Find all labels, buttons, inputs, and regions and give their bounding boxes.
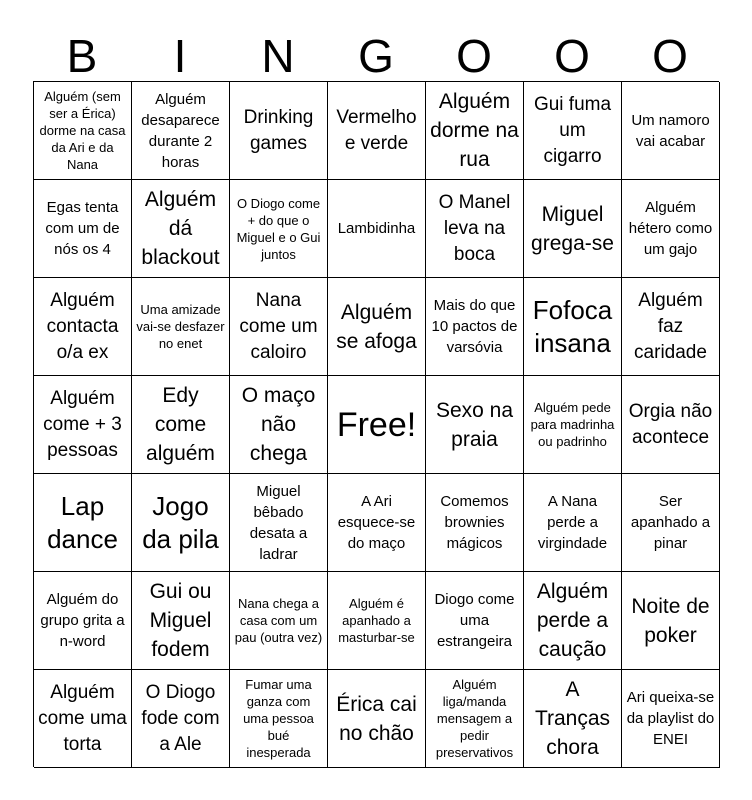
bingo-cell[interactable]: [34, 180, 132, 278]
cell-text: Lambidinha: [337, 220, 416, 237]
bingo-cell[interactable]: [622, 572, 720, 670]
cell-text: Lap dance: [47, 490, 118, 554]
cell-text: Sexo na praia: [435, 398, 514, 451]
cell-text: A Tranças chora: [534, 678, 611, 759]
bingo-cell[interactable]: [34, 376, 132, 474]
cell-text: Alguém come uma torta: [38, 681, 127, 755]
bingo-cell[interactable]: [328, 82, 426, 180]
title-letter: G: [358, 30, 394, 82]
cell-text: Orgia não acontece: [628, 400, 713, 448]
cell-text: Alguém (sem ser a Érica) dorme na casa da Ari e da Nana: [39, 89, 126, 172]
bingo-cell[interactable]: [524, 474, 622, 572]
cell-text: Ser apanhado a pinar: [630, 493, 711, 552]
cell-text: A Ari esquece-se do maço: [337, 493, 416, 552]
bingo-cell[interactable]: [230, 474, 328, 572]
bingo-cell[interactable]: [230, 670, 328, 768]
bingo-cell[interactable]: [230, 278, 328, 376]
cell-text: Egas tenta com um de nós os 4: [45, 199, 120, 258]
cell-text: Alguém faz caridade: [634, 289, 707, 363]
cell-text: Noite de poker: [631, 594, 710, 647]
cell-text: Nana come um caloiro: [239, 289, 318, 363]
bingo-cell[interactable]: [622, 180, 720, 278]
bingo-cell[interactable]: [328, 572, 426, 670]
bingo-cell[interactable]: [622, 82, 720, 180]
cell-text: Ari queixa-se da playlist do ENEI: [626, 689, 715, 748]
cell-text: Alguém se afoga: [336, 300, 417, 353]
title-letter: B: [66, 30, 98, 82]
bingo-cell[interactable]: [132, 180, 230, 278]
bingo-cell[interactable]: [524, 572, 622, 670]
cell-text: Alguém hétero como um gajo: [628, 199, 713, 258]
bingo-cell[interactable]: [426, 376, 524, 474]
bingo-cell[interactable]: [230, 180, 328, 278]
cell-text: Alguém dorme na rua: [430, 90, 519, 171]
cell-text: O Diogo come + do que o Miguel e o Gui juntos: [236, 195, 321, 262]
bingo-cell[interactable]: [34, 474, 132, 572]
cell-text: Miguel bêbado desata a ladrar: [249, 482, 308, 563]
cell-text: Edy come alguém: [146, 384, 215, 465]
bingo-cell[interactable]: [426, 82, 524, 180]
bingo-cell[interactable]: [328, 180, 426, 278]
cell-text: Vermelho e verde: [336, 106, 417, 154]
cell-text: Gui fuma um cigarro: [533, 93, 612, 167]
bingo-cell[interactable]: [524, 376, 622, 474]
bingo-cell[interactable]: [328, 670, 426, 768]
bingo-cell[interactable]: [426, 278, 524, 376]
cell-text: A Nana perde a virgindade: [537, 493, 608, 552]
bingo-cell[interactable]: [524, 180, 622, 278]
bingo-cell[interactable]: [34, 82, 132, 180]
title-letter: O: [456, 30, 492, 82]
cell-text: O maço não chega: [241, 384, 316, 465]
cell-text: Alguém dá blackout: [141, 188, 220, 269]
title-letter: N: [261, 30, 295, 82]
cell-text: Miguel grega-se: [531, 202, 614, 255]
cell-text: Comemos brownies mágicos: [440, 493, 509, 552]
bingo-cell[interactable]: [328, 474, 426, 572]
bingo-cell[interactable]: [132, 278, 230, 376]
cell-text: Nana chega a casa com um pau (outra vez): [234, 596, 323, 645]
bingo-cell[interactable]: [230, 572, 328, 670]
cell-text: Fofoca insana: [532, 294, 613, 358]
bingo-cell[interactable]: [328, 376, 426, 474]
title-letter: O: [652, 30, 688, 82]
bingo-cell[interactable]: [622, 376, 720, 474]
cell-text: Alguém é apanhado a masturbar-se: [338, 596, 415, 645]
cell-text: Alguém do grupo grita a n-word: [40, 591, 125, 650]
bingo-cell[interactable]: [230, 376, 328, 474]
cell-text: Alguém desaparece durante 2 horas: [141, 90, 220, 171]
cell-text: Um namoro vai acabar: [631, 111, 710, 150]
cell-text: Gui ou Miguel fodem: [149, 580, 212, 661]
cell-text: Érica cai no chão: [336, 692, 417, 745]
bingo-cell[interactable]: [524, 278, 622, 376]
bingo-cell[interactable]: [132, 474, 230, 572]
title-letter: O: [554, 30, 590, 82]
title-letter: I: [173, 30, 187, 82]
cell-text: O Diogo fode com a Ale: [141, 681, 220, 755]
bingo-cell[interactable]: [622, 474, 720, 572]
bingo-cell[interactable]: [328, 278, 426, 376]
bingo-cell[interactable]: [132, 670, 230, 768]
cell-text: O Manel leva na boca: [438, 191, 511, 265]
free-space: Free!: [336, 405, 417, 444]
bingo-cell[interactable]: [132, 376, 230, 474]
bingo-cell[interactable]: [426, 180, 524, 278]
bingo-cell[interactable]: [34, 670, 132, 768]
cell-text: Jogo da pila: [142, 490, 219, 554]
cell-text: Alguém come + 3 pessoas: [43, 387, 122, 461]
bingo-cell[interactable]: [426, 474, 524, 572]
bingo-cell[interactable]: [426, 572, 524, 670]
bingo-cell[interactable]: [426, 670, 524, 768]
bingo-cell[interactable]: [230, 82, 328, 180]
cell-text: Diogo come uma estrangeira: [434, 591, 515, 650]
cell-text: Alguém contacta o/a ex: [46, 289, 119, 363]
bingo-grid: [33, 81, 719, 767]
cell-text: Alguém perde a caução: [536, 580, 609, 661]
cell-text: Drinking games: [243, 106, 314, 154]
bingo-cell[interactable]: [524, 670, 622, 768]
bingo-cell[interactable]: [34, 278, 132, 376]
bingo-cell[interactable]: [132, 572, 230, 670]
cell-text: Mais do que 10 pactos de varsóvia: [431, 297, 518, 356]
cell-text: Uma amizade vai-se desfazer no enet: [136, 302, 225, 351]
bingo-title: [33, 30, 719, 82]
bingo-cell[interactable]: [132, 82, 230, 180]
bingo-cell[interactable]: [34, 572, 132, 670]
cell-text: Alguém pede para madrinha ou padrinho: [530, 400, 615, 449]
cell-text: Fumar uma ganza com uma pessoa bué inesperada: [243, 677, 314, 760]
bingo-cell[interactable]: [622, 670, 720, 768]
bingo-cell[interactable]: [622, 278, 720, 376]
cell-text: Alguém liga/manda mensagem a pedir preservativos: [435, 677, 514, 760]
bingo-cell[interactable]: [524, 82, 622, 180]
